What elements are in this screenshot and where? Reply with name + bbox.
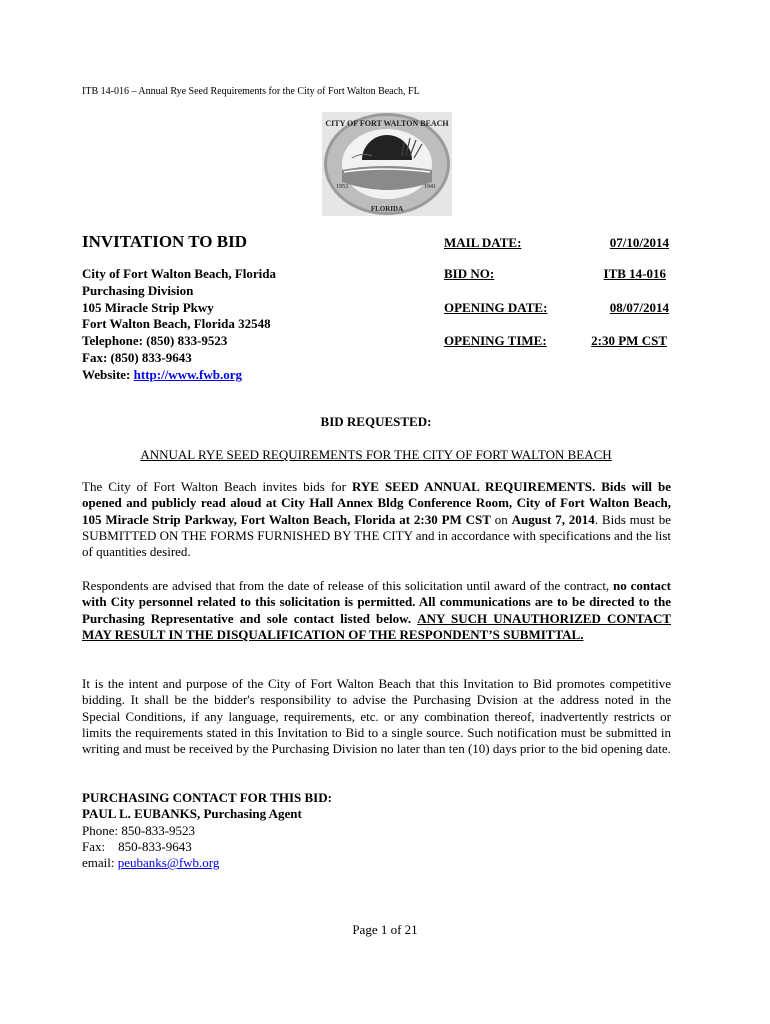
- address-line-2: Purchasing Division: [82, 282, 194, 298]
- contact-email-link[interactable]: peubanks@fwb.org: [117, 855, 220, 871]
- opening-date-label: OPENING DATE:: [444, 300, 548, 315]
- para2-bold: no contact with City personnel related to this solicitation is permitted. All communications are to be directed to the Purchasing Representative and sole contact listed below.: [82, 578, 671, 626]
- bid-number-label: BID NO:: [444, 266, 495, 281]
- bid-number-row: [444, 266, 666, 282]
- opening-date-row: [444, 300, 669, 316]
- para1-text-1: The City of Fort Walton Beach invites bids for: [82, 479, 352, 494]
- contact-email-label: email:: [82, 855, 118, 871]
- address-line-4: Fort Walton Beach, Florida 32548: [82, 316, 271, 332]
- website-line: [82, 367, 276, 384]
- opening-time-row: [444, 333, 667, 349]
- contact-fax: Fax: 850-833-9643: [82, 838, 192, 854]
- running-header: ITB 14-016 – Annual Rye Seed Requirements for the City of Fort Walton Beach, FL: [82, 86, 420, 97]
- address-line-3: 105 Miracle Strip Pkwy: [82, 299, 214, 315]
- bid-requested-heading: BID REQUESTED:: [320, 414, 432, 429]
- contact-name: PAUL L. EUBANKS, Purchasing Agent: [82, 806, 302, 822]
- seal-text-bottom: FLORIDA: [370, 205, 404, 213]
- bid-number-value: ITB 14-016: [603, 266, 666, 281]
- opening-time-value: 2:30 PM CST: [591, 333, 667, 348]
- purchasing-contact-block: [82, 790, 332, 871]
- invitation-paragraph: [82, 479, 671, 560]
- para1-bold-date: August 7, 2014: [511, 511, 595, 527]
- page-title: INVITATION TO BID: [82, 232, 248, 251]
- para1-bold-details: RYE SEED ANNUAL REQUIREMENTS. Bids will be opened and publicly read aloud at City Hall Annex Bldg Conference Room, City of Fort Walton Beach, 105 Miracle Strip Parkway, Fort Walton Beach, Florida at 2:30 PM CST: [82, 479, 671, 527]
- page-number: Page 1 of 21: [352, 922, 418, 937]
- website-label: Website:: [82, 366, 134, 382]
- no-contact-paragraph: [82, 578, 671, 643]
- bid-subject: ANNUAL RYE SEED REQUIREMENTS FOR THE CITY OF FORT WALTON BEACH: [140, 447, 612, 462]
- contact-email-line: [82, 855, 332, 871]
- mail-date-row: [444, 235, 669, 251]
- telephone: Telephone: (850) 833-9523: [82, 333, 228, 349]
- opening-time-label: OPENING TIME:: [444, 333, 547, 348]
- para2-text: Respondents are advised that from the date of release of this solicitation until award of the contract,: [82, 578, 614, 593]
- contact-phone: Phone: 850-833-9523: [82, 822, 196, 838]
- para1-text-3: . Bids must be SUBMITTED ON THE FORMS FURNISHED BY THE CITY and in accordance with specifications and the list of quantities desired.: [82, 511, 671, 560]
- mail-date-label: MAIL DATE:: [444, 235, 522, 250]
- address-line-1: City of Fort Walton Beach, Florida: [82, 266, 277, 281]
- seal-text-top: CITY OF FORT WALTON BEACH: [325, 119, 449, 128]
- seal-year-left: 1953: [336, 184, 348, 190]
- mail-date-value: 07/10/2014: [609, 235, 669, 250]
- seal-year-right: 1941: [424, 184, 436, 190]
- para2-warning: ANY SUCH UNAUTHORIZED CONTACT MAY RESULT IN THE DISQUALIFICATION OF THE RESPONDENT’S SUBMITTAL.: [82, 610, 672, 642]
- para1-text-2: on: [490, 511, 512, 527]
- contact-heading: PURCHASING CONTACT FOR THIS BID:: [82, 790, 332, 805]
- city-seal: [322, 112, 452, 216]
- opening-date-value: 08/07/2014: [609, 300, 669, 315]
- intent-paragraph: It is the intent and purpose of the City of Fort Walton Beach that this Invitation to Bid promotes competitive bidding. It shall be the bidder's responsibility to advise the Purchasing Dvision at the address noted in the Special Conditions, if any language, requirements, etc. or any combination thereof, inadvertently restricts or limits the requirements stated in this Invitation to Bid to a single source. Such notification must be submitted in writing and must be received by the Purchasing Division no later than ten (10) days prior to the bid opening date.: [82, 676, 671, 757]
- issuer-address-block: [82, 266, 276, 384]
- fax: Fax: (850) 833-9643: [82, 349, 192, 365]
- website-link[interactable]: http://www.fwb.org: [133, 366, 242, 382]
